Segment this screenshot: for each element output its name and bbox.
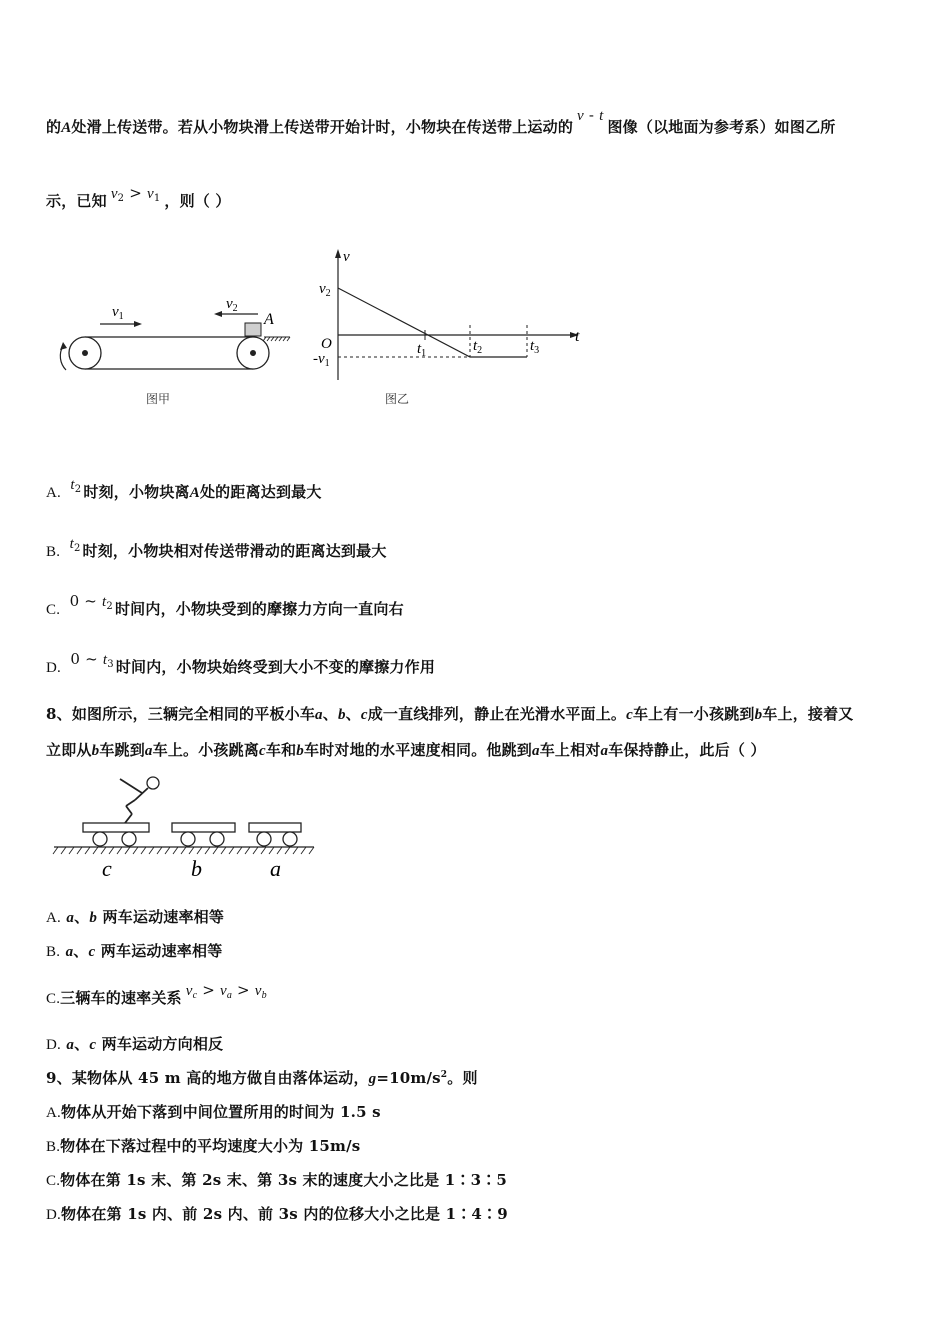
car-c: c	[626, 707, 633, 723]
q8-option-a[interactable]	[46, 906, 224, 927]
vt-formula	[577, 106, 603, 125]
option-text: 时间内，小物块受到的摩擦力方向一直向右	[114, 600, 404, 618]
q7-option-a[interactable]	[46, 477, 322, 503]
point-a: A	[189, 485, 200, 501]
text: 车保持静止，此后（ ）	[608, 741, 766, 759]
v2-tick-label: $v_2$	[319, 281, 331, 299]
v: v	[254, 983, 262, 999]
text: 示，已知	[46, 192, 107, 210]
q9-option-c[interactable]	[46, 1169, 507, 1190]
option-label: D.	[46, 1037, 61, 1053]
cart-c-wheel	[122, 832, 136, 846]
q8-option-c[interactable]	[46, 981, 271, 1009]
car: b	[89, 910, 98, 926]
text: 9、某物体从 45 m 高的地方做自由落体运动，	[46, 1069, 369, 1087]
vt-line	[338, 288, 527, 357]
car-a: a	[600, 743, 609, 759]
option-math	[70, 650, 113, 670]
q9-option-a[interactable]	[46, 1101, 381, 1122]
t: t	[599, 108, 604, 124]
option-text: 处的距离达到最大	[199, 483, 322, 501]
q8-line2	[46, 739, 766, 760]
axis-t-label: t	[575, 328, 580, 345]
option-math	[70, 534, 81, 554]
v: v	[146, 186, 154, 202]
option-text: 两车运动速率相等	[100, 942, 223, 960]
sub: a	[226, 990, 233, 1001]
text: 立即从	[46, 741, 92, 759]
car-b: b	[337, 707, 346, 723]
text: 的	[46, 118, 62, 136]
rotation-arrow-head	[60, 342, 67, 350]
v: v	[219, 983, 227, 999]
gt: >	[237, 981, 250, 999]
car-c: c	[360, 707, 368, 723]
caption-jia: 图甲	[146, 392, 171, 406]
condition-formula	[111, 184, 161, 204]
text: 。则	[447, 1069, 478, 1087]
option-label: B.	[46, 1139, 61, 1155]
option-label: A.	[46, 910, 61, 926]
q8-line1	[46, 703, 854, 724]
left-axle	[82, 350, 88, 356]
caption-yi: 图乙	[385, 392, 410, 406]
q9-option-b[interactable]	[46, 1135, 360, 1156]
ground-hatch	[263, 337, 290, 341]
sub: 3	[107, 659, 114, 670]
text: 车上有一小孩跳到	[632, 705, 755, 723]
text: 车和	[265, 741, 297, 759]
car: a	[66, 1037, 75, 1053]
axis-v-label: v	[343, 249, 350, 265]
sep: 、	[345, 705, 361, 723]
text: =10m/s	[376, 1069, 441, 1087]
label-a: A	[264, 311, 274, 328]
text: 车上，接着又	[762, 705, 854, 723]
text: 车时对地的水平速度相同。他跳到	[304, 741, 533, 759]
superscript: 2	[440, 1070, 448, 1080]
q9-stem	[46, 1067, 478, 1088]
text: 车跳到	[99, 741, 145, 759]
option-math	[70, 592, 113, 612]
sub: 2	[73, 543, 81, 554]
v1-arrow-head	[134, 321, 142, 327]
v: v	[577, 108, 584, 124]
v-axis-arrow	[335, 249, 341, 258]
t2-label: $t_2$	[473, 338, 483, 356]
cart-c-wheel	[93, 832, 107, 846]
option-label: A.	[46, 1105, 61, 1121]
sub: 2	[74, 484, 82, 495]
range: 0 ~	[70, 650, 103, 668]
option-label: C.	[46, 991, 61, 1007]
text: 成一直线排列，静止在光滑水平面上。	[367, 705, 627, 723]
cart-a-wheel	[283, 832, 297, 846]
text: 车上相对	[539, 741, 601, 759]
t: t	[102, 652, 108, 668]
speed-relation	[186, 981, 267, 1001]
q7-option-d[interactable]	[46, 650, 436, 678]
car: a	[66, 910, 75, 926]
t1-label: $t_1$	[417, 341, 427, 359]
option-label: C.	[46, 1173, 61, 1189]
cart-a-wheel	[257, 832, 271, 846]
option-text: 时刻，小物块离	[83, 483, 190, 501]
sub: 2	[106, 601, 113, 612]
q7-option-b[interactable]	[46, 536, 387, 562]
figure-jia	[50, 290, 300, 415]
cart-b-wheel	[181, 832, 195, 846]
label-a: a	[270, 856, 281, 881]
option-text: 三辆车的速率关系	[60, 989, 182, 1007]
car: c	[88, 944, 96, 960]
option-text: 时间内，小物块始终受到大小不变的摩擦力作用	[115, 658, 436, 676]
v1-label: $v_1$	[112, 304, 124, 322]
q8-option-b[interactable]	[46, 940, 222, 961]
option-label: B.	[46, 944, 61, 960]
t3-label: $t_3$	[530, 338, 540, 356]
sub: b	[261, 990, 267, 1001]
figure-yi	[305, 245, 595, 410]
q9-option-d[interactable]	[46, 1203, 508, 1224]
option-math	[70, 475, 81, 495]
range: 0 ~	[69, 592, 103, 610]
t: t	[69, 536, 74, 552]
cart-b	[172, 823, 235, 832]
car-c: c	[259, 743, 266, 759]
cart-a	[249, 823, 301, 832]
block	[245, 323, 261, 336]
v2-label: $v_2$	[226, 296, 238, 314]
neg-v1-label: $-v_1$	[313, 351, 330, 369]
t: t	[70, 477, 75, 493]
point-a: A	[61, 120, 72, 136]
sep: 、	[322, 705, 338, 723]
option-label: A.	[46, 485, 61, 501]
ground-hatch	[53, 847, 314, 854]
option-text: 两车运动速率相等	[102, 908, 225, 926]
v2-arrow-head	[214, 311, 222, 317]
v: v	[110, 186, 118, 202]
option-label: B.	[46, 544, 61, 560]
q7-intro-line1	[46, 106, 836, 137]
t: t	[102, 594, 107, 610]
car-b: b	[754, 707, 763, 723]
right-axle	[250, 350, 256, 356]
car-a: a	[532, 743, 540, 759]
option-label: D.	[46, 660, 61, 676]
option-text: 物体在第 1s 末、第 2s 末、第 3s 末的速度大小之比是 1∶3∶5	[60, 1171, 508, 1189]
gt: >	[202, 981, 216, 999]
car-a: a	[144, 743, 153, 759]
text: 8、如图所示，三辆完全相同的平板小车	[46, 705, 316, 723]
option-text: 两车运动方向相反	[101, 1035, 224, 1053]
car: c	[89, 1037, 97, 1053]
option-text: 物体在第 1s 内、前 2s 内、前 3s 内的位移大小之比是 1∶4∶9	[60, 1205, 508, 1223]
q8-option-d[interactable]	[46, 1033, 223, 1054]
sub: c	[192, 990, 198, 1001]
label-c: c	[102, 856, 112, 881]
text: 图像（以地面为参考系）如图乙所	[607, 118, 836, 136]
car-b: b	[91, 743, 100, 759]
child-figure	[120, 777, 159, 823]
option-text: 物体在下落过程中的平均速度大小为 15m/s	[60, 1137, 361, 1155]
text: 处滑上传送带。若从小物块滑上传送带开始计时，小物块在传送带上运动的	[71, 118, 574, 136]
option-label: C.	[46, 602, 61, 618]
gt: >	[129, 184, 142, 202]
sub: 2	[117, 193, 125, 204]
origin-label: O	[321, 336, 332, 352]
sep: 、	[74, 1035, 90, 1053]
sub: 1	[153, 193, 161, 204]
option-text: 时刻，小物块相对传送带滑动的距离达到最大	[82, 542, 387, 560]
dash: -	[588, 106, 595, 124]
label-b: b	[191, 856, 202, 881]
text: 车上。小孩跳离	[152, 741, 260, 759]
q7-option-c[interactable]	[46, 592, 404, 620]
car: a	[65, 944, 74, 960]
text: ，则（ ）	[164, 192, 231, 210]
option-label: D.	[46, 1207, 61, 1223]
q7-intro-line2	[46, 184, 231, 212]
v: v	[185, 983, 193, 999]
sep: 、	[73, 942, 89, 960]
option-text: 物体从开始下落到中间位置所用的时间为 1.5 s	[60, 1103, 381, 1121]
car-b: b	[296, 743, 304, 759]
figure-carts	[50, 770, 320, 885]
sep: 、	[74, 908, 90, 926]
cart-b-wheel	[210, 832, 224, 846]
car-a: a	[315, 707, 323, 723]
g: g	[368, 1071, 377, 1087]
cart-c	[83, 823, 149, 832]
